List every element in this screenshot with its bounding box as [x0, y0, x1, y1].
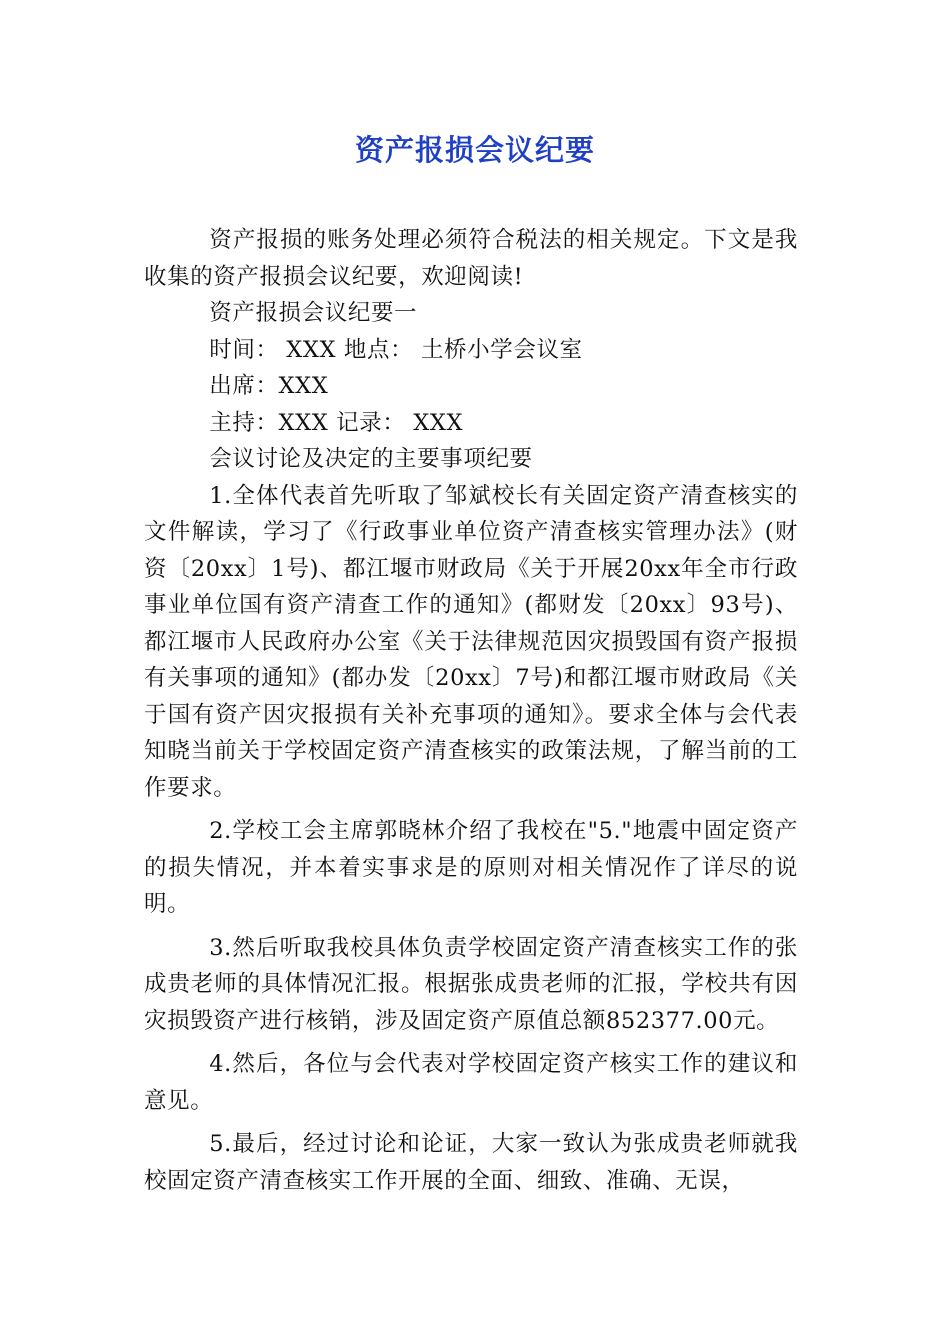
meeting-host-recorder: 主持：XXX 记录： XXX — [209, 409, 464, 436]
item-paragraph-4: 4.然后，各位与会代表对学校固定资产核实工作的建议和意见。 — [144, 1051, 798, 1114]
document-title: 资产报损会议纪要 — [354, 133, 595, 167]
matters-heading: 会议讨论及决定的主要事项纪要 — [209, 446, 533, 472]
document-body — [144, 222, 798, 1199]
section-heading: 资产报损会议纪要一 — [209, 300, 418, 326]
item-paragraph-5: 5.最后，经过讨论和论证，大家一致认为张成贵老师就我校固定资产清查核实工作开展的全面、细致、准确、无误， — [144, 1131, 798, 1194]
intro-paragraph: 资产报损的账务处理必须符合税法的相关规定。下文是我收集的资产报损会议纪要，欢迎阅读! — [144, 227, 798, 290]
item-paragraph-3: 3.然后听取我校具体负责学校固定资产清查核实工作的张成贵老师的具体情况汇报。根据张成贵老师的汇报，学校共有因灾损毁资产进行核销，涉及固定资产原值总额852377.00元。 — [144, 934, 798, 1034]
item-paragraph-1: 1.全体代表首先听取了邹斌校长有关固定资产清查核实的文件解读，学习了《行政事业单位资产清查核实管理办法》(财资〔20xx〕1号)、都江堰市财政局《关于开展20xx年全市行政事业单位国有资产清查工作的通知》(都财发〔20xx〕93号)、都江堰市人民政府办公室《关于法律规范因灾损毁国有资产报损有关事项的通知》(都办发〔20xx〕7号)和都江堰市财政局《关于国有资产因灾报损有关补充事项的通知》。要求全体与会代表知晓当前关于学校固定资产清查核实的政策法规，了解当前的工作要求。 — [144, 482, 798, 801]
meeting-time-location: 时间： XXX 地点： 土桥小学会议室 — [209, 336, 583, 363]
item-paragraph-2: 2.学校工会主席郭晓林介绍了我校在"5."地震中固定资产的损失情况，并本着实事求是的原则对相关情况作了详尽的说明。 — [144, 818, 798, 917]
meeting-attendees: 出席：XXX — [209, 373, 329, 399]
